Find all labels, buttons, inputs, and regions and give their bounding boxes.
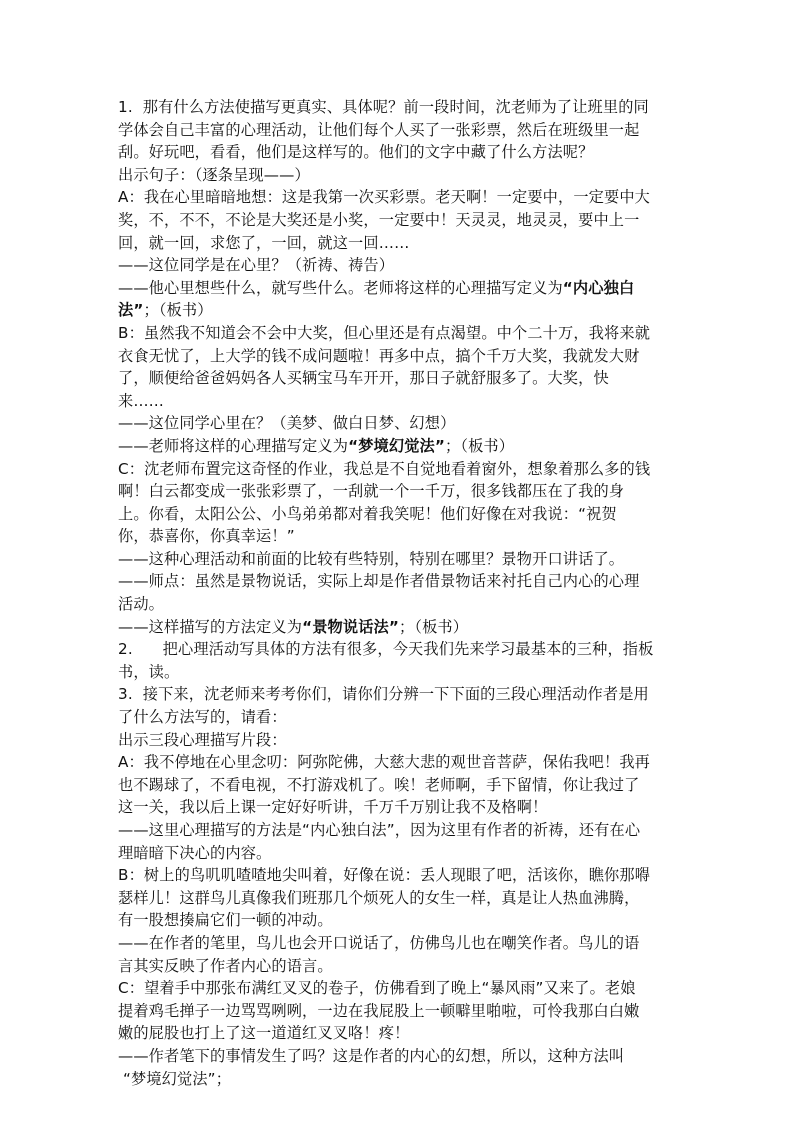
text-line bbox=[118, 299, 678, 322]
text-line: 理暗暗下决心的内容。 bbox=[118, 843, 272, 862]
text-line: 也不踢球了，不看电视，不打游戏机了。唉！老师啊，手下留情，你让我过了 bbox=[118, 775, 640, 794]
text-line: 你，恭喜你，你真幸运！” bbox=[118, 527, 295, 546]
text-line: 3. 接下来，沈老师来考考你们，请你们分辨一下下面的三段心理活动作者是用 bbox=[118, 685, 649, 704]
text-line: 活动。 bbox=[118, 595, 165, 614]
text-line: 啊！白云都变成一张张彩票了，一刮就一个一千万，很多钱都压在了我的身 bbox=[118, 482, 625, 501]
text-line: 奖，不，不不，不论是大奖还是小奖，一定要中！天灵灵，地灵灵，要中上一 bbox=[118, 210, 640, 229]
text-segment: ；（板书） bbox=[399, 617, 469, 636]
text-line: 出示三段心理描写片段： bbox=[118, 730, 287, 749]
text-line: 书，读。 bbox=[118, 662, 180, 681]
document-body bbox=[118, 96, 678, 1090]
text-segment: ；（板书） bbox=[143, 301, 213, 320]
text-line: ——师点：虽然是景物说话，实际上却是作者借景物话来衬托自己内心的心理 bbox=[118, 572, 640, 591]
text-line: “梦境幻觉法”； bbox=[118, 1069, 232, 1088]
text-line: 1. 那有什么方法使描写更真实、具体呢？前一段时间，沈老师为了让班里的同 bbox=[118, 98, 649, 116]
text-line: 上。你看，太阳公公、小鸟弟弟都对着我笑呢！他们好像在对我说：“祝贺 bbox=[118, 504, 617, 523]
text-line: ——在作者的笔里，鸟儿也会开口说话了，仿佛鸟儿也在嘲笑作者。鸟儿的语 bbox=[118, 933, 640, 952]
text-line: B：树上的鸟叽叽喳喳地尖叫着，好像在说：丢人现眼了吧，活该你，瞧你那嘚 bbox=[118, 866, 651, 885]
text-line: 学体会自己丰富的心理活动，让他们每个人买了一张彩票，然后在班级里一起 bbox=[118, 120, 640, 139]
defined-term: 法” bbox=[118, 301, 144, 320]
text-line: 出示句子：（逐条呈现——） bbox=[118, 165, 310, 184]
text-line: 嫩的屁股也打上了这一道道红叉叉咯！疼！ bbox=[118, 1024, 410, 1043]
text-line: 提着鸡毛掸子一边骂骂咧咧，一边在我屁股上一顿噼里啪啦，可怜我那白白嫩 bbox=[118, 1001, 640, 1020]
text-line: 刮。好玩吧，看看，他们是这样写的。他们的文字中藏了什么方法呢？ bbox=[118, 143, 594, 162]
text-line: 2. 把心理活动写具体的方法有很多，今天我们先来学习最基本的三种，指板 bbox=[118, 640, 654, 659]
text-line: C：沈老师布置完这奇怪的作业，我总是不自觉地看着窗外，想象着那么多的钱 bbox=[118, 459, 651, 478]
text-line: 有一股想揍扁它们一顿的冲动。 bbox=[118, 911, 333, 930]
text-segment: ——这样描写的方法定义为 bbox=[118, 617, 303, 636]
text-line: ——这位同学心里在？（美梦、做白日梦、幻想） bbox=[118, 414, 456, 433]
text-line bbox=[118, 616, 678, 639]
text-segment: ；（板书） bbox=[445, 436, 515, 455]
text-line: C：望着手中那张布满红叉叉的卷子，仿佛看到了晚上“暴风雨”又来了。老娘 bbox=[118, 979, 636, 998]
text-line: ——这里心理描写的方法是“内心独白法”，因为这里有作者的祈祷，还有在心 bbox=[118, 821, 641, 839]
defined-term: “梦境幻觉法” bbox=[348, 436, 446, 455]
defined-term: “内心独白 bbox=[562, 278, 635, 297]
text-line: 了，顺便给爸爸妈妈各人买辆宝马车开开，那日子就舒服多了。大奖，快 bbox=[118, 369, 609, 388]
text-line: 这一关，我以后上课一定好好听讲，千万千万别让我不及格啊！ bbox=[118, 798, 548, 817]
text-line: 瑟样儿！这群鸟儿真像我们班那几个烦死人的女生一样，真是让人热血沸腾， bbox=[118, 888, 640, 907]
text-line: ——这位同学是在心里？（祈祷、祷告） bbox=[118, 256, 395, 275]
text-line: ——作者笔下的事情发生了吗？这是作者的内心的幻想，所以，这种方法叫 bbox=[118, 1046, 625, 1065]
text-line bbox=[118, 435, 678, 458]
text-line: A：我在心里暗暗地想：这是我第一次买彩票。老天啊！一定要中，一定要中大 bbox=[118, 188, 651, 207]
text-line: ——这种心理活动和前面的比较有些特别，特别在哪里？景物开口讲话了。 bbox=[118, 549, 625, 568]
text-line bbox=[118, 277, 678, 300]
text-line: B：虽然我不知道会不会中大奖，但心里还是有点渴望。中个二十万，我将来就 bbox=[118, 323, 651, 342]
text-segment: ——老师将这样的心理描写定义为 bbox=[118, 436, 349, 455]
text-line: 回，就一回，求您了，一回，就这一回…… bbox=[118, 233, 410, 252]
text-line: 来…… bbox=[118, 391, 165, 410]
text-line: 衣食无忧了，上大学的钱不成问题啦！再多中点，搞个千万大奖，我就发大财 bbox=[118, 346, 640, 365]
defined-term: “景物说话法” bbox=[302, 617, 400, 636]
text-segment: ——他心里想些什么，就写些什么。老师将这样的心理描写定义为 bbox=[118, 278, 563, 297]
text-line: 了什么方法写的，请看： bbox=[118, 708, 287, 727]
text-line: 言其实反映了作者内心的语言。 bbox=[118, 956, 333, 975]
text-line: A：我不停地在心里念叨：阿弥陀佛，大慈大悲的观世音菩萨，保佑我吧！我再 bbox=[118, 753, 651, 772]
